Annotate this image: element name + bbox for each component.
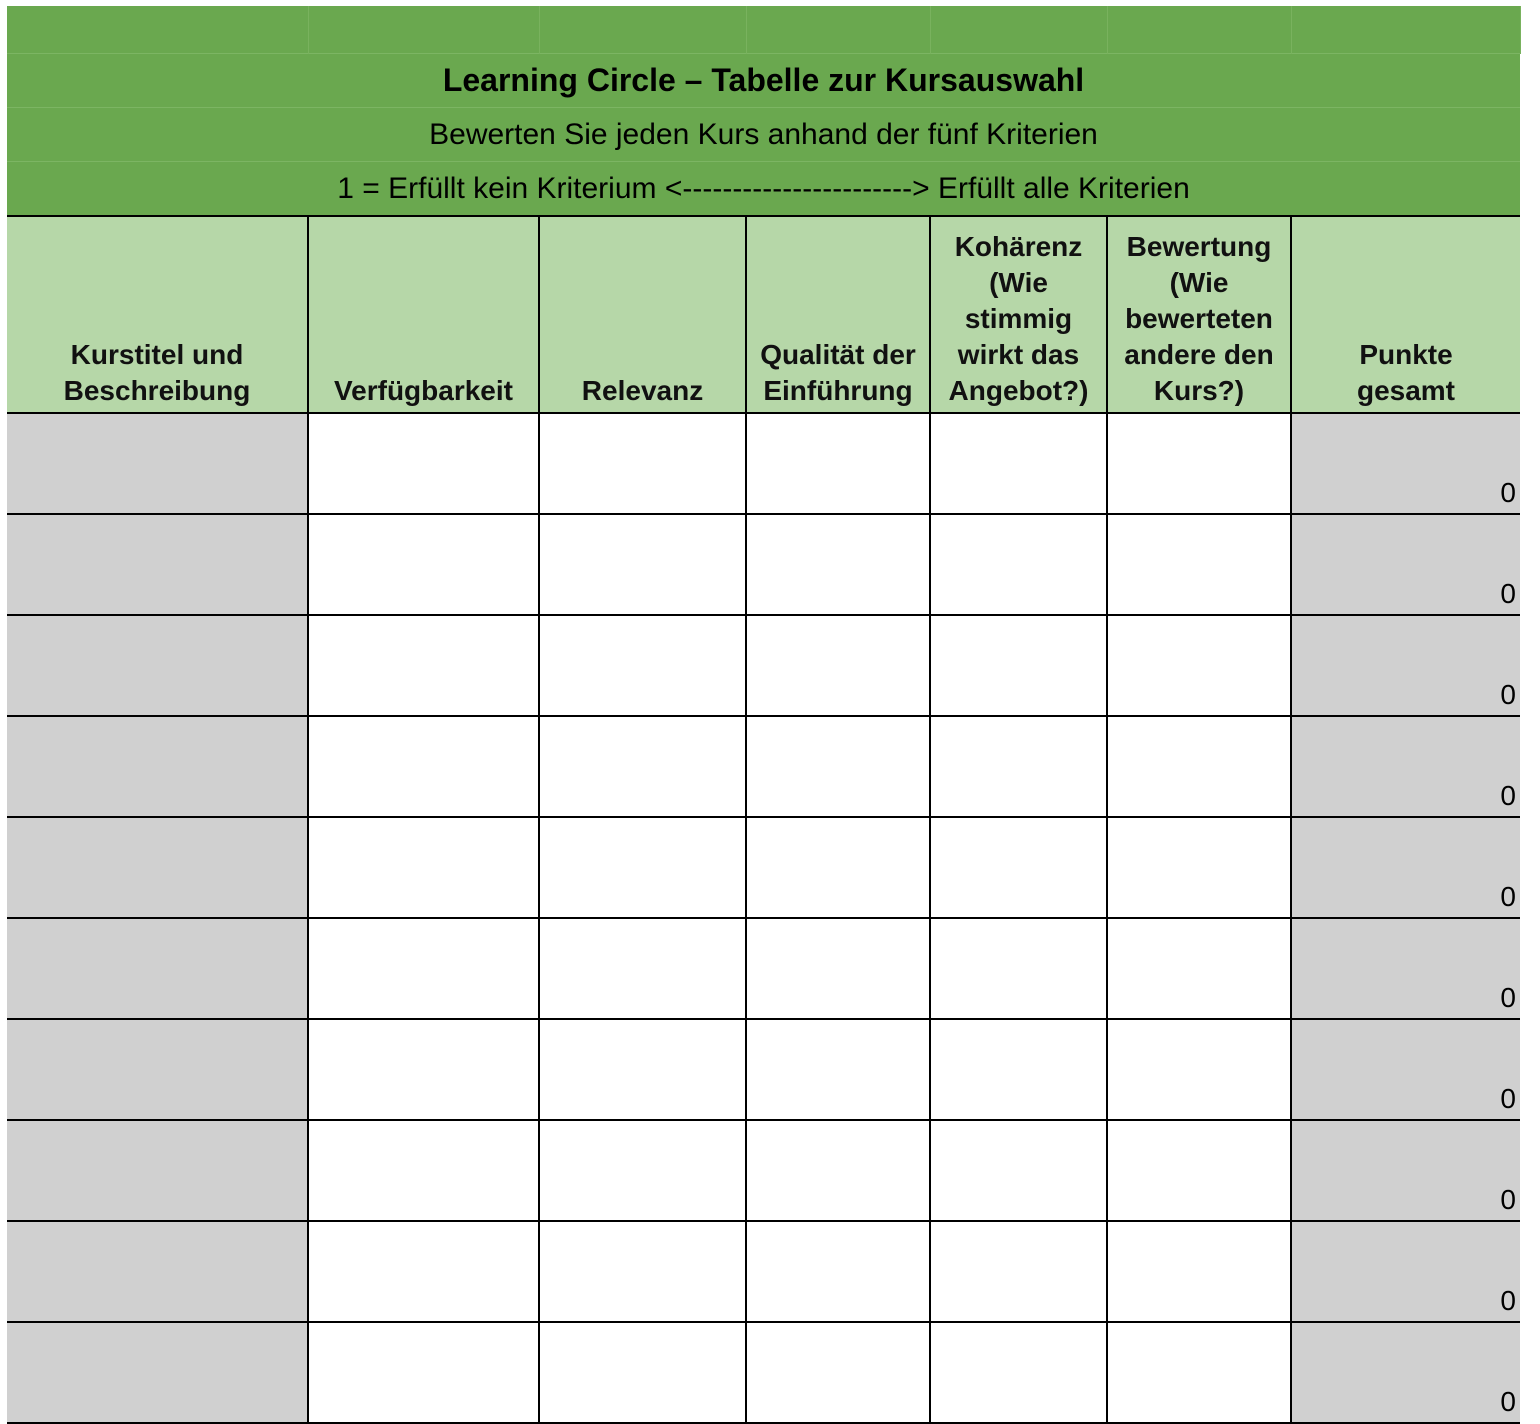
relevance-cell[interactable] — [539, 716, 746, 817]
rating-cell[interactable] — [1107, 514, 1291, 615]
coherence-cell[interactable] — [930, 413, 1107, 514]
relevance-cell[interactable] — [539, 1221, 746, 1322]
course-title-cell[interactable] — [7, 1221, 308, 1322]
relevance-cell[interactable] — [539, 615, 746, 716]
course-title-cell[interactable] — [7, 918, 308, 1019]
table-row — [7, 716, 1520, 817]
sheet-subtitle[interactable]: Bewerten Sie jeden Kurs anhand der fünf Kriterien — [7, 108, 1520, 162]
column-header-row — [7, 216, 1520, 413]
relevance-cell[interactable] — [539, 1322, 746, 1423]
course-title-cell[interactable] — [7, 1019, 308, 1120]
availability-cell[interactable] — [308, 918, 539, 1019]
table-row — [7, 1019, 1520, 1120]
banner-cell[interactable] — [1107, 6, 1291, 54]
rating-cell[interactable] — [1107, 1322, 1291, 1423]
intro-quality-cell[interactable] — [746, 615, 930, 716]
header-coherence[interactable]: Kohärenz (Wie stimmig wirkt das Angebot?) — [930, 216, 1107, 413]
rating-cell[interactable] — [1107, 817, 1291, 918]
availability-cell[interactable] — [308, 1019, 539, 1120]
intro-quality-cell[interactable] — [746, 514, 930, 615]
rating-cell[interactable] — [1107, 413, 1291, 514]
intro-quality-cell[interactable] — [746, 413, 930, 514]
title-row — [7, 54, 1520, 108]
relevance-cell[interactable] — [539, 817, 746, 918]
banner-cell[interactable] — [308, 6, 539, 54]
rating-cell[interactable] — [1107, 1221, 1291, 1322]
coherence-cell[interactable] — [930, 1221, 1107, 1322]
intro-quality-cell[interactable] — [746, 1221, 930, 1322]
availability-cell[interactable] — [308, 817, 539, 918]
coherence-cell[interactable] — [930, 615, 1107, 716]
intro-quality-cell[interactable] — [746, 716, 930, 817]
intro-quality-cell[interactable] — [746, 1019, 930, 1120]
availability-cell[interactable] — [308, 1120, 539, 1221]
rating-cell[interactable] — [1107, 615, 1291, 716]
header-relevance[interactable]: Relevanz — [539, 216, 746, 413]
header-course-title[interactable]: Kurstitel und Beschreibung — [7, 216, 308, 413]
header-availability[interactable]: Verfügbarkeit — [308, 216, 539, 413]
course-title-cell[interactable] — [7, 413, 308, 514]
scale-row — [7, 162, 1520, 217]
banner-cell[interactable] — [746, 6, 930, 54]
course-title-cell[interactable] — [7, 1322, 308, 1423]
empty-banner-row — [7, 6, 1520, 54]
header-intro-quality[interactable]: Qualität der Einführung — [746, 216, 930, 413]
total-points-cell[interactable]: 0 — [1291, 817, 1520, 918]
total-points-cell[interactable]: 0 — [1291, 615, 1520, 716]
coherence-cell[interactable] — [930, 918, 1107, 1019]
course-title-cell[interactable] — [7, 1120, 308, 1221]
availability-cell[interactable] — [308, 514, 539, 615]
total-points-cell[interactable]: 0 — [1291, 413, 1520, 514]
coherence-cell[interactable] — [930, 817, 1107, 918]
total-points-cell[interactable]: 0 — [1291, 1019, 1520, 1120]
banner-cell[interactable] — [539, 6, 746, 54]
rating-scale[interactable]: 1 = Erfüllt kein Kriterium <-----------------------> Erfüllt alle Kriterien — [7, 162, 1520, 217]
header-total-points[interactable]: Punkte gesamt — [1291, 216, 1520, 413]
course-title-cell[interactable] — [7, 514, 308, 615]
course-title-cell[interactable] — [7, 615, 308, 716]
relevance-cell[interactable] — [539, 514, 746, 615]
table-row — [7, 1322, 1520, 1423]
rating-cell[interactable] — [1107, 1120, 1291, 1221]
rating-cell[interactable] — [1107, 1019, 1291, 1120]
table-row — [7, 817, 1520, 918]
coherence-cell[interactable] — [930, 514, 1107, 615]
intro-quality-cell[interactable] — [746, 817, 930, 918]
intro-quality-cell[interactable] — [746, 1322, 930, 1423]
course-title-cell[interactable] — [7, 817, 308, 918]
banner-cell[interactable] — [1291, 6, 1520, 54]
availability-cell[interactable] — [308, 716, 539, 817]
table-row — [7, 514, 1520, 615]
intro-quality-cell[interactable] — [746, 1120, 930, 1221]
table-row — [7, 1221, 1520, 1322]
rating-cell[interactable] — [1107, 716, 1291, 817]
coherence-cell[interactable] — [930, 1322, 1107, 1423]
availability-cell[interactable] — [308, 1221, 539, 1322]
availability-cell[interactable] — [308, 615, 539, 716]
sheet-title[interactable]: Learning Circle – Tabelle zur Kursauswahl — [7, 54, 1520, 108]
table-row — [7, 615, 1520, 716]
total-points-cell[interactable]: 0 — [1291, 716, 1520, 817]
relevance-cell[interactable] — [539, 1120, 746, 1221]
total-points-cell[interactable]: 0 — [1291, 918, 1520, 1019]
total-points-cell[interactable]: 0 — [1291, 1120, 1520, 1221]
subtitle-row — [7, 108, 1520, 162]
coherence-cell[interactable] — [930, 716, 1107, 817]
course-title-cell[interactable] — [7, 716, 308, 817]
coherence-cell[interactable] — [930, 1019, 1107, 1120]
banner-cell[interactable] — [930, 6, 1107, 54]
total-points-cell[interactable]: 0 — [1291, 1221, 1520, 1322]
spreadsheet — [7, 6, 1520, 1424]
coherence-cell[interactable] — [930, 1120, 1107, 1221]
table-row — [7, 918, 1520, 1019]
intro-quality-cell[interactable] — [746, 918, 930, 1019]
availability-cell[interactable] — [308, 1322, 539, 1423]
availability-cell[interactable] — [308, 413, 539, 514]
course-selection-table — [7, 6, 1521, 1424]
total-points-cell[interactable]: 0 — [1291, 514, 1520, 615]
relevance-cell[interactable] — [539, 1019, 746, 1120]
total-points-cell[interactable]: 0 — [1291, 1322, 1520, 1423]
relevance-cell[interactable] — [539, 918, 746, 1019]
banner-cell[interactable] — [7, 6, 308, 54]
table-row — [7, 413, 1520, 514]
rating-cell[interactable] — [1107, 918, 1291, 1019]
relevance-cell[interactable] — [539, 413, 746, 514]
header-rating[interactable]: Bewertung (Wie bewerteten andere den Kurs?) — [1107, 216, 1291, 413]
table-row — [7, 1120, 1520, 1221]
